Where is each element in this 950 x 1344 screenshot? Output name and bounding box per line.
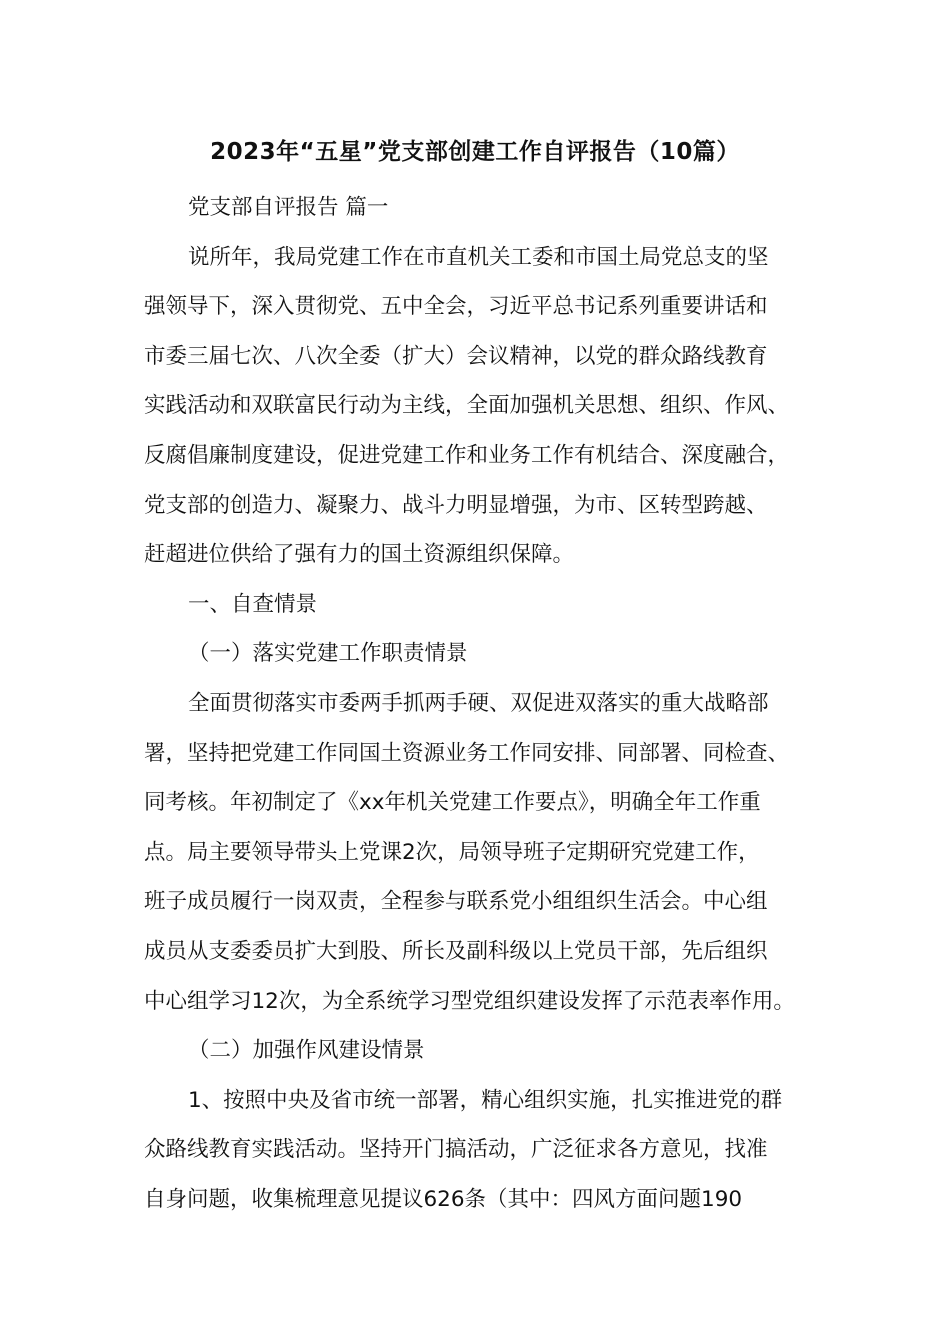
text-line: 赶超进位供给了强有力的国土资源组织保障。 — [144, 542, 575, 568]
text-line: 1、按照中央及省市统一部署，精心组织实施，扎实推进党的群 — [188, 1087, 783, 1113]
section-heading-part-one — [144, 183, 824, 233]
text-line: （一）落实党建工作职责情景 — [188, 641, 468, 667]
text-line: 班子成员履行一岗双责，全程参与联系党小组组织生活会。中心组 — [144, 889, 768, 915]
subsection-heading-1 — [144, 629, 824, 679]
text-line: 强领导下，深入贯彻党、五中全会，习近平总书记系列重要讲话和 — [144, 294, 768, 320]
text-line: 自身问题，收集梳理意见提议626条（其中：四风方面问题190 — [144, 1186, 743, 1212]
document-title: 2023年“五星”党支部创建工作自评报告（10篇） — [210, 139, 740, 165]
text-line: 说所年，我局党建工作在市直机关工委和市国土局党总支的坚 — [188, 244, 769, 270]
text-line: 众路线教育实践活动。坚持开门搞活动，广泛征求各方意见，找准 — [144, 1137, 768, 1163]
paragraph-responsibility — [144, 679, 824, 1026]
text-line: 实践活动和双联富民行动为主线，全面加强机关思想、组织、作风、 — [144, 393, 790, 419]
paragraph-style-building — [144, 1076, 824, 1225]
text-line: 成员从支委委员扩大到股、所长及副科级以上党员干部，先后组织 — [144, 938, 768, 964]
text-line: 党支部自评报告 篇一 — [188, 195, 389, 220]
paragraph-intro — [144, 233, 824, 580]
text-line: 中心组学习12次，为全系统学习型党组织建设发挥了示范表率作用。 — [144, 988, 795, 1014]
text-line: 同考核。年初制定了《xx年机关党建工作要点》，明确全年工作重 — [144, 790, 761, 816]
text-line: 市委三届七次、八次全委（扩大）会议精神，以党的群众路线教育 — [144, 343, 768, 369]
text-line: 党支部的创造力、凝聚力、战斗力明显增强，为市、区转型跨越、 — [144, 492, 768, 518]
document-body — [144, 183, 824, 1224]
section-heading-self-check — [144, 580, 824, 630]
text-line: 反腐倡廉制度建设，促进党建工作和业务工作有机结合、深度融合， — [144, 442, 790, 468]
subsection-heading-2 — [144, 1026, 824, 1076]
text-line: 全面贯彻落实市委两手抓两手硬、双促进双落实的重大战略部 — [188, 690, 769, 716]
text-line: 署，坚持把党建工作同国土资源业务工作同安排、同部署、同检查、 — [144, 740, 790, 766]
text-line: （二）加强作风建设情景 — [188, 1038, 425, 1064]
text-line: 一、自查情景 — [188, 591, 318, 617]
text-line: 点。局主要领导带头上党课2次，局领导班子定期研究党建工作， — [144, 839, 760, 865]
